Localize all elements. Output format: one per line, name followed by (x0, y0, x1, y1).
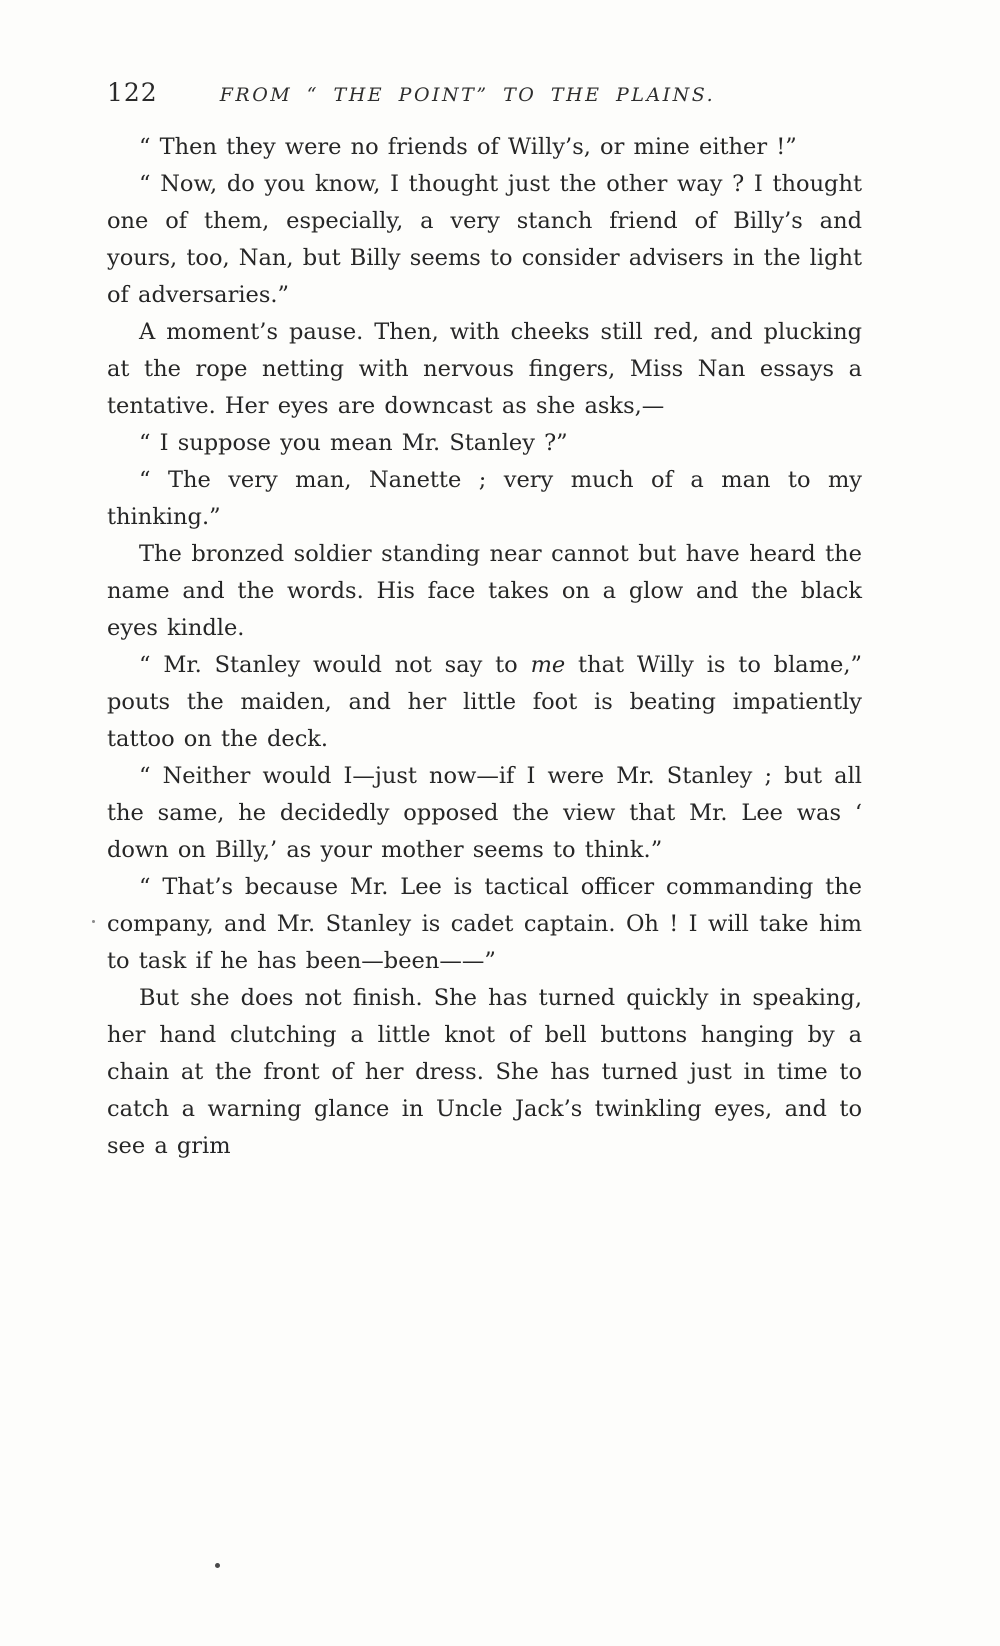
paragraph (107, 869, 862, 980)
paragraph (107, 166, 862, 314)
paragraph (107, 425, 862, 462)
text-segment: “ Mr. Stanley would not say to (139, 652, 531, 678)
page-header (107, 78, 862, 107)
text-segment: But she does not finish. She has turned quickly in speaking, her hand clutching a little knot of bell buttons hanging by a chain at the front of her dress. She has turned just in time to catch a warning glance in Uncle Jack’s twinkling eyes, and to see a grim (107, 985, 862, 1159)
paragraph (107, 536, 862, 647)
print-artifact-dot (215, 1563, 220, 1568)
text-segment: “ Then they were no friends of Willy’s, or mine either !” (139, 134, 797, 160)
text-segment: “ That’s because Mr. Lee is tactical officer commanding the company, and Mr. Stanley is cadet captain. Oh ! I will take him to task if he has been—been——” (107, 874, 862, 974)
paragraph (107, 129, 862, 166)
text-segment: that Willy is to blame,” pouts the maiden, and her little foot is beating impatiently tattoo on the deck. (107, 652, 863, 752)
print-artifact-speck (92, 920, 95, 923)
page-body (107, 129, 862, 1165)
text-segment: “ Now, do you know, I thought just the other way ? I thought one of them, especially, a very stanch friend of Billy’s and yours, too, Nan, but Billy seems to consider advisers in the light of adversaries.” (107, 171, 862, 308)
running-title: FROM “ THE POINT” TO THE PLAINS. (219, 84, 716, 106)
text-segment: “ Neither would I—just now—if I were Mr. Stanley ; but all the same, he decidedly opposed the view that Mr. Lee was ‘ down on Billy,’ as your mother seems to think.” (107, 763, 862, 863)
paragraph (107, 758, 862, 869)
paragraph (107, 647, 862, 758)
paragraph (107, 980, 862, 1165)
text-segment: “ I suppose you mean Mr. Stanley ?” (139, 430, 568, 456)
paragraph (107, 462, 862, 536)
text-segment: The bronzed soldier standing near cannot but have heard the name and the words. His face takes on a glow and the black eyes kindle. (107, 541, 862, 641)
italic-text: me (530, 652, 566, 678)
paragraph (107, 314, 862, 425)
text-segment: “ The very man, Nanette ; very much of a man to my thinking.” (107, 467, 862, 530)
text-segment: A moment’s pause. Then, with cheeks still red, and plucking at the rope netting with nervous fingers, Miss Nan essays a tentative. Her eyes are downcast as she asks,— (107, 319, 862, 419)
page-number: 122 (107, 78, 158, 107)
